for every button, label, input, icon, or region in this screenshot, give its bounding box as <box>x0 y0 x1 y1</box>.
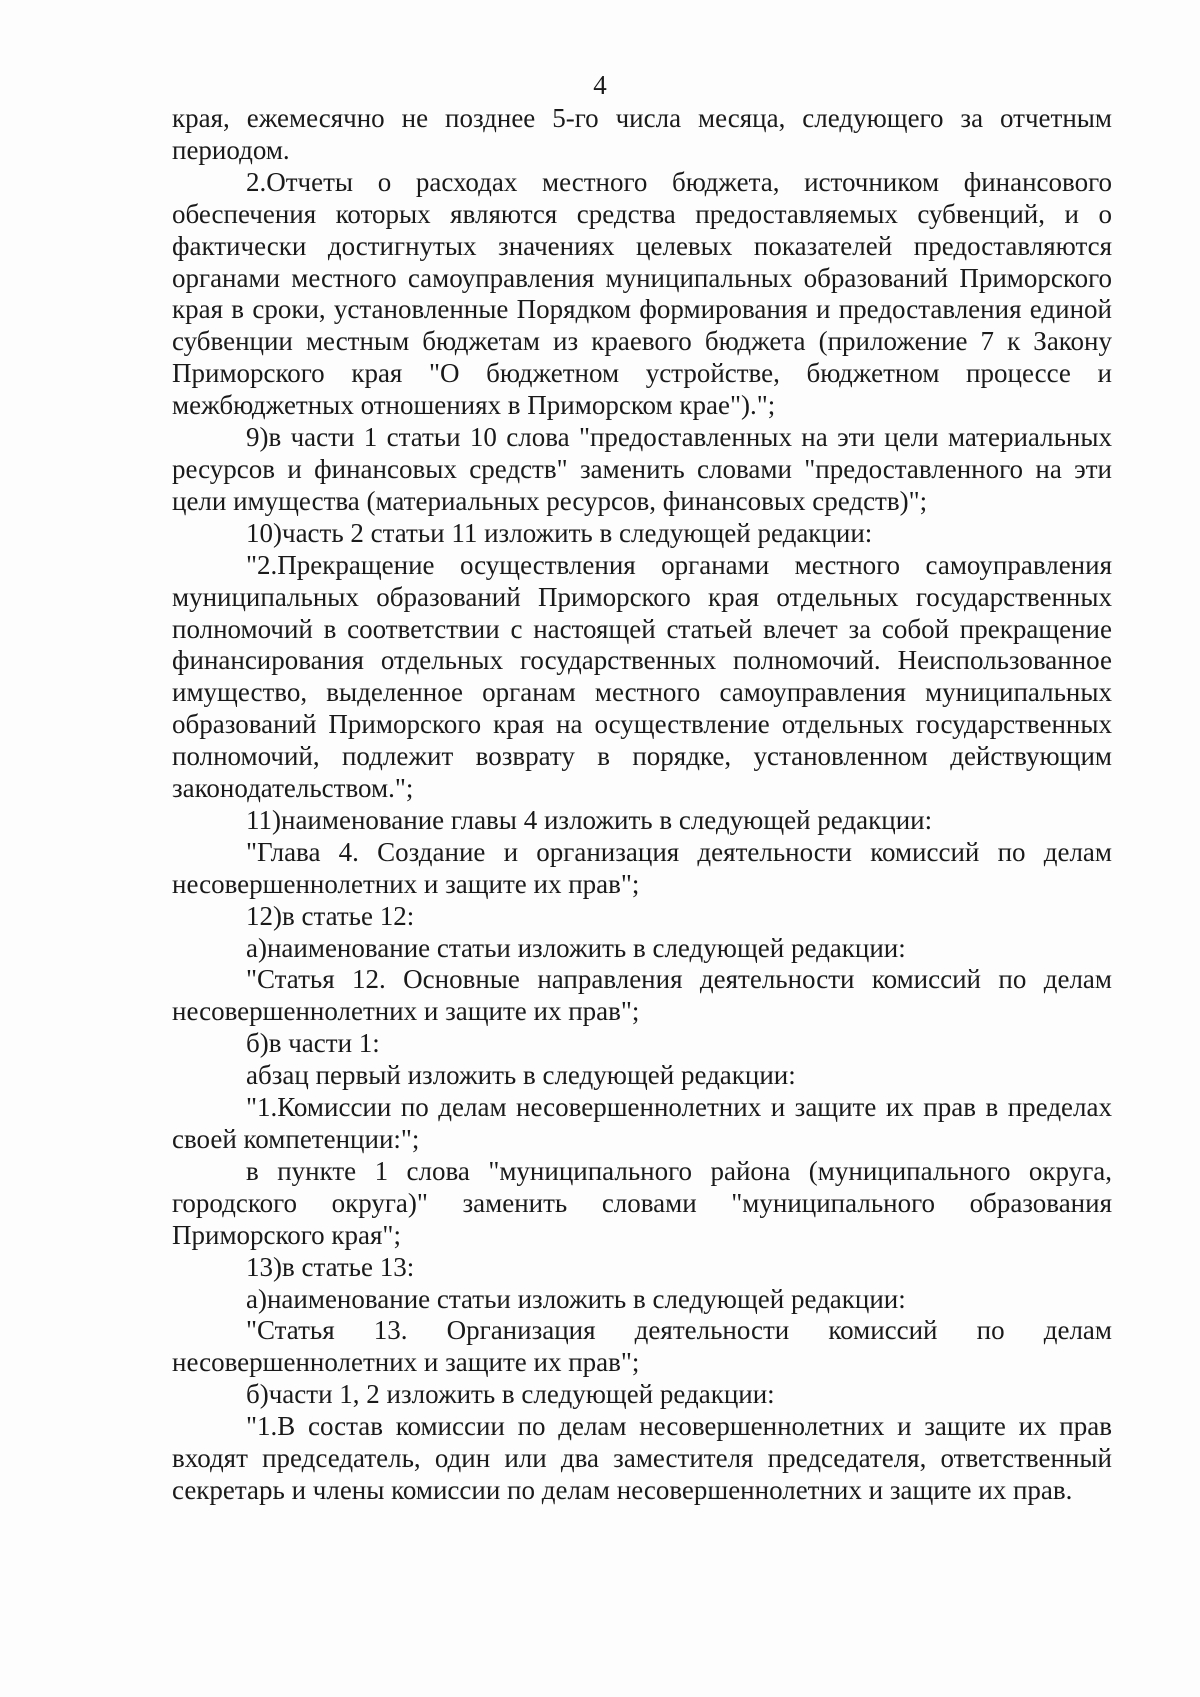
paragraph: "Статья 13. Организация деятельности комиссий по делам несовершеннолетних и защите их прав"; <box>172 1315 1112 1378</box>
page-number: 4 <box>593 70 607 100</box>
paragraph: б)части 1, 2 изложить в следующей редакции: <box>246 1379 775 1410</box>
paragraph: 9)в части 1 статьи 10 слова "предоставленных на эти цели материальных ресурсов и финансовых средств" заменить словами "предоставленного на эти цели имущества (материальных ресурсов, финансовых средств)"; <box>172 422 1112 516</box>
paragraph: б)в части 1: <box>246 1028 380 1059</box>
paragraph: 10)часть 2 статьи 11 изложить в следующей редакции: <box>246 517 873 548</box>
paragraph: "Статья 12. Основные направления деятельности комиссий по делам несовершеннолетних и защите их прав"; <box>172 964 1112 1027</box>
paragraph: а)наименование статьи изложить в следующей редакции: <box>246 932 906 963</box>
paragraph: 2.Отчеты о расходах местного бюджета, источником финансового обеспечения которых являются средства предоставляемых субвенций, и о фактически достигнутых значениях целевых показателей предоставляются органами местного самоуправления муниципальных образований Приморского края в сроки, установленные Порядком формирования и предоставления единой субвенции местным бюджетам из краевого бюджета (приложение 7 к Закону Приморского края "О бюджетном устройстве, бюджетном процессе и межбюджетных отношениях в Приморском крае")."; <box>172 166 1112 421</box>
paragraph: в пункте 1 слова "муниципального района (муниципального округа, городского округа)" заменить словами "муниципального образования Приморского края"; <box>172 1155 1112 1250</box>
paragraph: "Глава 4. Создание и организация деятельности комиссий по делам несовершеннолетних и защите их прав"; <box>172 836 1112 899</box>
paragraph: 12)в статье 12: <box>246 900 415 931</box>
paragraph: 11)наименование главы 4 изложить в следующей редакции: <box>246 804 933 835</box>
paragraph: края, ежемесячно не позднее 5-го числа месяца, следующего за отчетным периодом. <box>172 103 1112 165</box>
paragraph: абзац первый изложить в следующей редакции: <box>246 1060 796 1091</box>
paragraph: "1.Комиссии по делам несовершеннолетних и защите их прав в пределах своей компетенции:"; <box>172 1092 1112 1154</box>
paragraph: а)наименование статьи изложить в следующей редакции: <box>246 1283 906 1314</box>
document-body <box>172 103 1112 1507</box>
paragraph: "2.Прекращение осуществления органами местного самоуправления муниципальных образований Приморского края отдельных государственных полномочий в соответствии с настоящей статьей влечет за собой прекращение финансирования отдельных государственных полномочий. Неиспользованное имущество, выделенное органам местного самоуправления муниципальных образований Приморского края на осуществление отдельных государственных полномочий, подлежит возврату в порядке, установленном действующим законодательством."; <box>172 549 1112 804</box>
paragraph: "1.В состав комиссии по делам несовершеннолетних и защите их прав входят председатель, один или два заместителя председателя, ответственный секретарь и члены комиссии по делам несовершеннолетних и защите их прав. <box>172 1411 1112 1505</box>
paragraph: 13)в статье 13: <box>246 1251 415 1282</box>
